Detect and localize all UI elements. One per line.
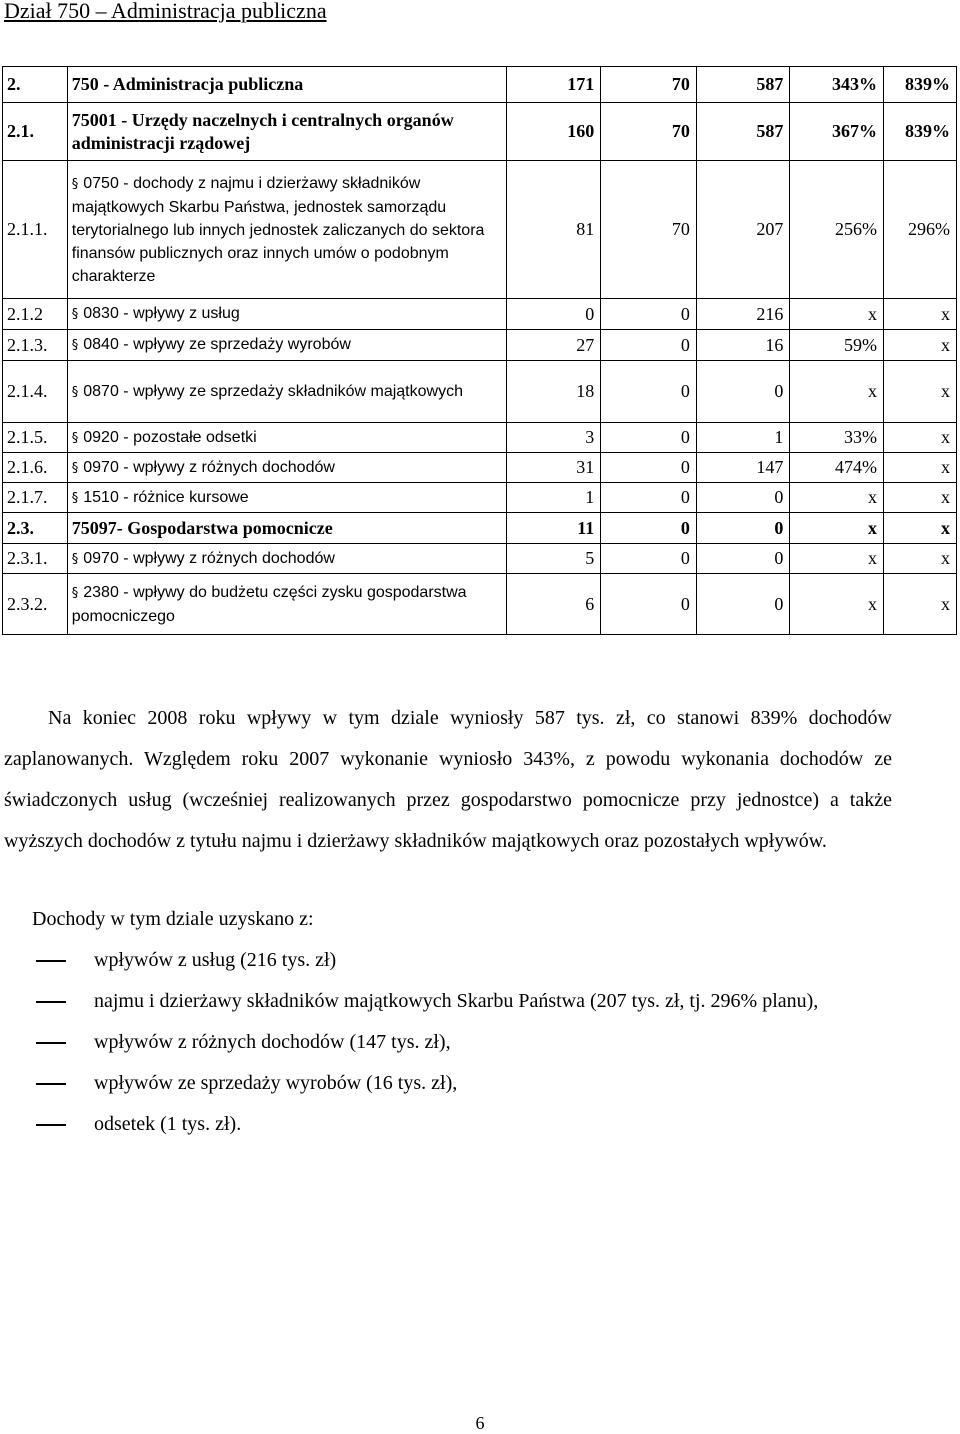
row-name — [67, 544, 506, 574]
row-value-3: 0 — [696, 574, 790, 635]
row-name-text: 0970 - wpływy z różnych dochodów — [83, 458, 335, 476]
row-percent-2: x — [883, 513, 956, 544]
section-mark-icon: § — [71, 384, 79, 400]
row-value-1: 27 — [506, 330, 601, 361]
section-mark-icon: § — [71, 585, 79, 601]
section-mark-icon: § — [71, 490, 79, 506]
row-percent-1: 343% — [790, 67, 884, 103]
page-number: 6 — [475, 1413, 485, 1433]
summary-paragraph: Na koniec 2008 roku wpływy w tym dziale wyniosły 587 tys. zł, co stanowi 839% dochodów zaplanowanych. Względem roku 2007 wykonanie wyniosło 343%, z powodu wykonania dochodów ze świadczonych usług (wcześniej realizowanych przez gospodarstwo pomocnicze przy jednostce) a także wyższych dochodów z tytułu najmu i dzierżawy składników majątkowych oraz pozostałych wpływów. — [4, 707, 892, 852]
row-value-2: 70 — [601, 103, 697, 161]
row-value-1: 81 — [506, 161, 601, 299]
row-number: 2.1.1. — [3, 161, 68, 299]
row-percent-2: x — [883, 361, 956, 423]
row-percent-1: x — [790, 299, 884, 330]
row-number: 2. — [3, 67, 68, 103]
dash-bullet-icon — [36, 960, 66, 962]
row-percent-2: x — [883, 483, 956, 513]
row-value-2: 0 — [601, 423, 697, 453]
row-name-text: 2380 - wpływy do budżetu części zysku gospodarstwa pomocniczego — [71, 583, 467, 625]
row-percent-1: 367% — [790, 103, 884, 161]
income-sources-list — [36, 940, 896, 1145]
list-item-text: odsetek (1 tys. zł). — [94, 1113, 242, 1135]
row-name — [67, 423, 506, 453]
row-name — [67, 483, 506, 513]
row-value-3: 1 — [696, 423, 790, 453]
list-item — [36, 1063, 896, 1104]
dash-bullet-icon — [36, 1083, 66, 1085]
row-value-3: 0 — [696, 544, 790, 574]
row-value-1: 0 — [506, 299, 601, 330]
row-name-text: 0970 - wpływy z różnych dochodów — [83, 549, 335, 567]
row-value-2: 70 — [601, 161, 697, 299]
row-percent-2: 296% — [883, 161, 956, 299]
row-value-1: 6 — [506, 574, 601, 635]
table-row — [3, 423, 957, 453]
row-value-2: 0 — [601, 483, 697, 513]
row-value-3: 0 — [696, 361, 790, 423]
row-number: 2.1.4. — [3, 361, 68, 423]
row-value-1: 11 — [506, 513, 601, 544]
list-item — [36, 940, 896, 981]
row-value-3: 147 — [696, 453, 790, 483]
dash-bullet-icon — [36, 1001, 66, 1003]
list-item — [36, 1104, 896, 1145]
table-row — [3, 103, 957, 161]
row-value-2: 0 — [601, 330, 697, 361]
page-title: Dział 750 – Administracja publiczna — [4, 0, 327, 23]
row-percent-2: 839% — [883, 103, 956, 161]
row-value-3: 587 — [696, 67, 790, 103]
row-number: 2.1.2 — [3, 299, 68, 330]
row-name-text: 0920 - pozostałe odsetki — [83, 428, 257, 446]
row-percent-2: x — [883, 544, 956, 574]
row-value-3: 16 — [696, 330, 790, 361]
income-sources-intro: Dochody w tym dziale uzyskano z: — [32, 908, 314, 930]
dash-bullet-icon — [36, 1042, 66, 1044]
row-value-2: 0 — [601, 453, 697, 483]
row-value-2: 0 — [601, 544, 697, 574]
table-row — [3, 161, 957, 299]
list-item — [36, 1022, 896, 1063]
row-name-text: 0750 - dochody z najmu i dzierżawy składników majątkowych Skarbu Państwa, jednostek samorządu terytorialnego lub innych jednostek zaliczanych do sektora finansów publicznych oraz innych umów o podobnym charakterze — [71, 174, 485, 285]
section-mark-icon: § — [71, 176, 79, 192]
row-value-3: 207 — [696, 161, 790, 299]
row-value-1: 18 — [506, 361, 601, 423]
row-percent-2: 839% — [883, 67, 956, 103]
row-number: 2.3. — [3, 513, 68, 544]
row-percent-1: x — [790, 513, 884, 544]
row-percent-1: x — [790, 361, 884, 423]
row-name — [67, 161, 506, 299]
row-value-1: 31 — [506, 453, 601, 483]
row-value-2: 0 — [601, 513, 697, 544]
row-value-2: 0 — [601, 574, 697, 635]
table-row — [3, 544, 957, 574]
row-number: 2.1.6. — [3, 453, 68, 483]
row-name-text: 1510 - różnice kursowe — [83, 488, 249, 506]
row-name — [67, 299, 506, 330]
list-item-text: najmu i dzierżawy składników majątkowych Skarbu Państwa (207 tys. zł, tj. 296% planu), — [94, 990, 819, 1012]
table-row — [3, 574, 957, 635]
row-number: 2.3.1. — [3, 544, 68, 574]
list-item-text: wpływów z usług (216 tys. zł) — [94, 949, 337, 971]
list-item-text: wpływów z różnych dochodów (147 tys. zł), — [94, 1031, 451, 1053]
row-value-1: 1 — [506, 483, 601, 513]
revenue-table — [2, 66, 957, 635]
row-percent-1: 59% — [790, 330, 884, 361]
row-percent-2: x — [883, 423, 956, 453]
row-percent-2: x — [883, 574, 956, 635]
row-name-text: 0840 - wpływy ze sprzedaży wyrobów — [83, 336, 351, 353]
row-value-2: 0 — [601, 361, 697, 423]
table-row — [3, 513, 957, 544]
table-row — [3, 361, 957, 423]
row-value-1: 171 — [506, 67, 601, 103]
table-row — [3, 67, 957, 103]
table-row — [3, 453, 957, 483]
table-row — [3, 299, 957, 330]
row-number: 2.3.2. — [3, 574, 68, 635]
row-percent-1: 33% — [790, 423, 884, 453]
row-name: 75001 - Urzędy naczelnych i centralnych organów administracji rządowej — [67, 103, 506, 161]
row-percent-1: x — [790, 483, 884, 513]
row-name-text: 0830 - wpływy z usług — [83, 305, 240, 322]
row-name — [67, 361, 506, 423]
row-value-3: 0 — [696, 483, 790, 513]
row-number: 2.1.3. — [3, 330, 68, 361]
row-percent-1: 474% — [790, 453, 884, 483]
row-value-3: 216 — [696, 299, 790, 330]
table-row — [3, 483, 957, 513]
row-percent-1: x — [790, 544, 884, 574]
section-mark-icon: § — [71, 307, 79, 322]
row-value-1: 3 — [506, 423, 601, 453]
table-row — [3, 330, 957, 361]
row-number: 2.1. — [3, 103, 68, 161]
row-number: 2.1.7. — [3, 483, 68, 513]
section-mark-icon: § — [71, 430, 79, 446]
row-value-2: 70 — [601, 67, 697, 103]
row-name — [67, 330, 506, 361]
row-name: 750 - Administracja publiczna — [67, 67, 506, 103]
row-value-1: 5 — [506, 544, 601, 574]
row-name — [67, 574, 506, 635]
list-item — [36, 981, 896, 1022]
row-name: 75097- Gospodarstwa pomocnicze — [67, 513, 506, 544]
row-percent-1: 256% — [790, 161, 884, 299]
row-name-text: 0870 - wpływy ze sprzedaży składników majątkowych — [83, 382, 463, 400]
section-mark-icon: § — [71, 551, 79, 567]
section-mark-icon: § — [71, 460, 79, 476]
row-percent-2: x — [883, 299, 956, 330]
row-value-2: 0 — [601, 299, 697, 330]
row-percent-2: x — [883, 330, 956, 361]
dash-bullet-icon — [36, 1124, 66, 1126]
section-mark-icon: § — [71, 338, 79, 353]
row-value-3: 0 — [696, 513, 790, 544]
row-value-1: 160 — [506, 103, 601, 161]
row-number: 2.1.5. — [3, 423, 68, 453]
row-percent-2: x — [883, 453, 956, 483]
list-item-text: wpływów ze sprzedaży wyrobów (16 tys. zł), — [94, 1072, 458, 1094]
row-percent-1: x — [790, 574, 884, 635]
row-value-3: 587 — [696, 103, 790, 161]
row-name — [67, 453, 506, 483]
